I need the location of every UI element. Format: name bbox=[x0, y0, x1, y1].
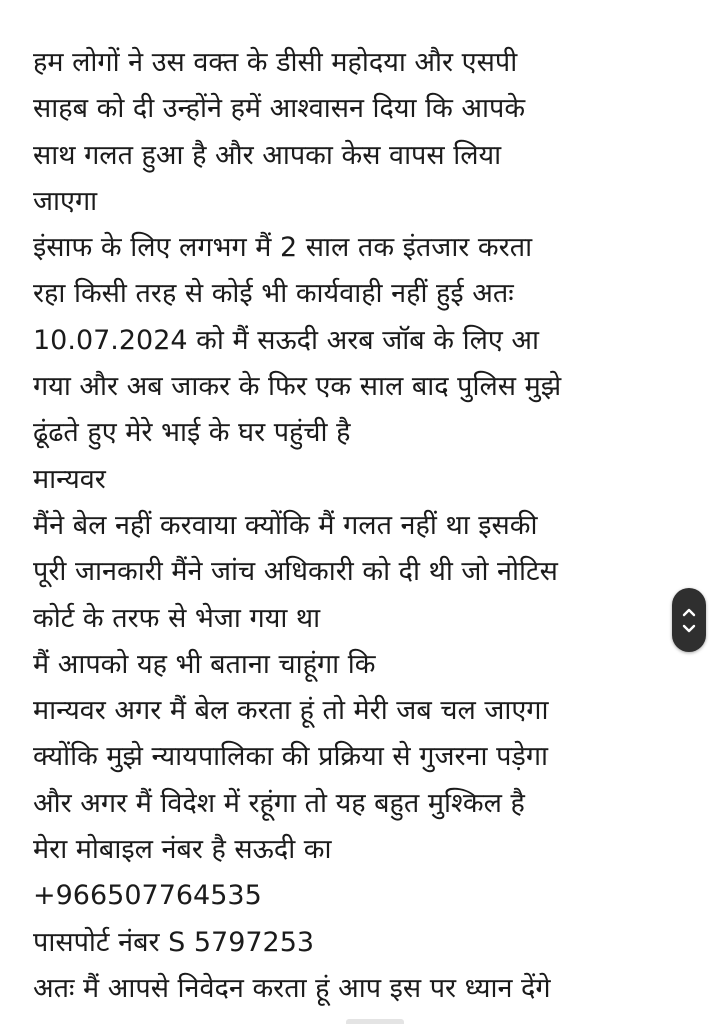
text-line: गया और अब जाकर के फिर एक साल बाद पुलिस मुझे bbox=[33, 371, 562, 403]
text-line: इंसाफ के लिए लगभग मैं 2 साल तक इंतजार करता bbox=[33, 232, 533, 264]
salutation-line: मान्यवर bbox=[33, 463, 106, 495]
text-line: ढूंढते हुए मेरे भाई के घर पहुंची है bbox=[33, 417, 351, 449]
text-line: मैं आपको यह भी बताना चाहूंगा कि bbox=[33, 648, 376, 680]
text-line: पूरी जानकारी मैंने जांच अधिकारी को दी थी जो नोटिस bbox=[33, 556, 558, 588]
text-line: हम लोगों ने उस वक्त के डीसी महोदया और एसपी bbox=[33, 47, 518, 78]
passport-number-line: पासपोर्ट नंबर S 5797253 bbox=[33, 926, 315, 958]
phone-number-line: +966507764535 bbox=[33, 880, 262, 912]
text-line: मेरा मोबाइल नंबर है सऊदी का bbox=[33, 834, 332, 866]
text-line: साहब को दी उन्होंने हमें आश्वासन दिया कि आपके bbox=[33, 93, 526, 125]
text-line: 10.07.2024 को मैं सऊदी अरब जॉब के लिए आ bbox=[33, 324, 539, 356]
chevron-down-icon[interactable] bbox=[684, 626, 694, 631]
text-line: क्योंकि मुझे न्यायपालिका की प्रक्रिया से गुजरना पड़ेगा bbox=[33, 741, 549, 773]
chevron-up-icon[interactable] bbox=[684, 610, 694, 615]
text-line: मैंने बेल नहीं करवाया क्योंकि मैं गलत नहीं था इसकी bbox=[33, 509, 538, 541]
navigation-handle[interactable] bbox=[346, 1019, 404, 1024]
text-line: जाएगा bbox=[33, 185, 98, 217]
text-line: रहा किसी तरह से कोई भी कार्यवाही नहीं हुई अतः bbox=[33, 278, 514, 310]
text-line: कोर्ट के तरफ से भेजा गया था bbox=[33, 602, 321, 634]
text-line: मान्यवर अगर मैं बेल करता हूं तो मेरी जब चल जाएगा bbox=[33, 695, 549, 727]
text-line: अतः मैं आपसे निवेदन करता हूं आप इस पर ध्यान देंगे bbox=[33, 972, 551, 1004]
fast-scroll-handle[interactable] bbox=[672, 588, 706, 652]
text-line: और अगर मैं विदेश में रहूंगा तो यह बहुत मुश्किल है bbox=[33, 787, 525, 819]
text-line: साथ गलत हुआ है और आपका केस वापस लिया bbox=[33, 139, 502, 171]
document-body bbox=[33, 40, 703, 1012]
